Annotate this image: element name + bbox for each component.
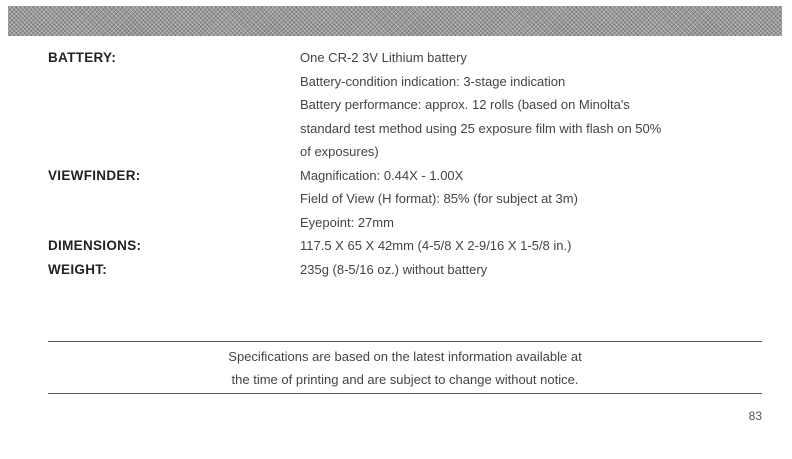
spec-values [300, 164, 768, 235]
notice-line: Specifications are based on the latest information available at [228, 349, 582, 364]
spec-value: Battery performance: approx. 12 rolls (based on Minolta's [300, 97, 630, 112]
spec-values [300, 258, 768, 282]
spec-value: One CR-2 3V Lithium battery [300, 50, 467, 65]
spec-table [48, 46, 768, 281]
notice-line: the time of printing and are subject to change without notice. [231, 372, 579, 387]
spec-label: WEIGHT: [48, 261, 108, 277]
spec-value: 235g (8-5/16 oz.) without battery [300, 261, 488, 277]
spec-value: Battery-condition indication: 3-stage indication [300, 73, 566, 89]
spec-row-dimensions [48, 234, 768, 258]
spec-label: DIMENSIONS: [48, 238, 142, 253]
spec-values [300, 46, 768, 164]
spec-row-viewfinder [48, 164, 768, 235]
spec-value: Magnification: 0.44X - 1.00X [300, 167, 464, 183]
spec-value: Field of View (H format): 85% (for subject at 3m) [300, 191, 578, 206]
spec-value: Eyepoint: 27mm [300, 214, 394, 230]
spec-value: standard test method using 25 exposure film with flash on 50% [300, 120, 662, 136]
notice-top-rule [48, 341, 762, 342]
header-band [8, 6, 782, 36]
spec-label: VIEWFINDER: [48, 167, 141, 183]
spec-values [300, 234, 768, 258]
specifications-notice [48, 345, 762, 391]
spec-value: 117.5 X 65 X 42mm (4-5/8 X 2-9/16 X 1-5/8 in.) [300, 238, 572, 253]
spec-value: of exposures) [300, 144, 379, 159]
spec-row-battery [48, 46, 768, 164]
notice-bottom-rule [48, 393, 762, 394]
spec-label: BATTERY: [48, 50, 117, 65]
page-number: 83 [748, 409, 762, 423]
spec-row-weight [48, 258, 768, 282]
